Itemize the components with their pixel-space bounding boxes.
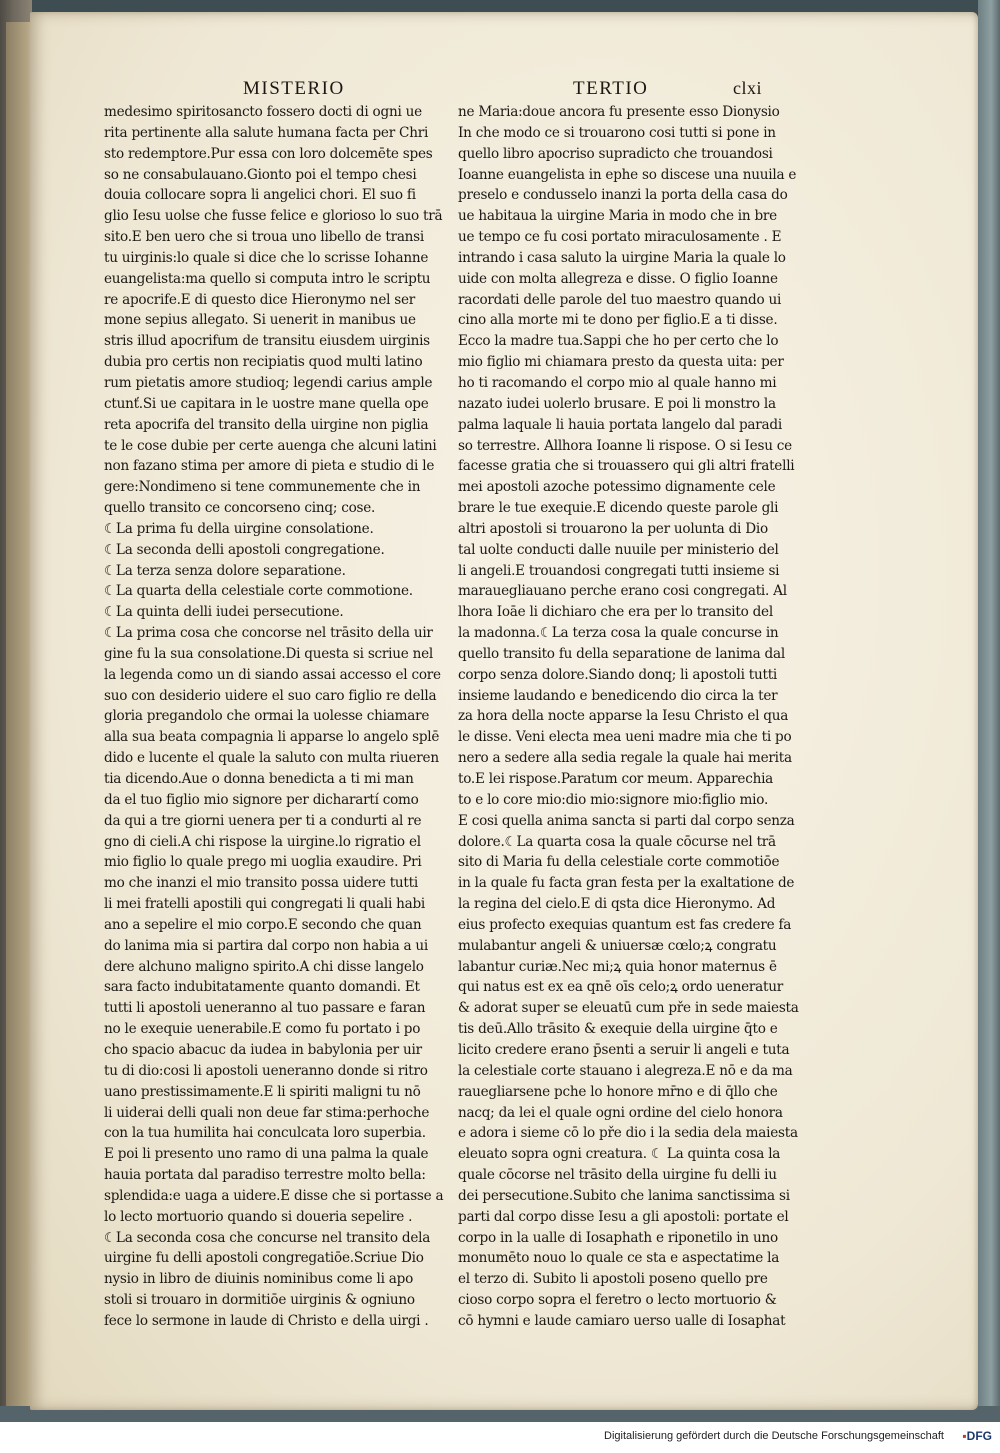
text-line: nazato iudei uolerlo brusare. E poi li monstro la (458, 395, 776, 412)
text-line: gloria pregandolo che ormai la uolesse chiamare (104, 708, 430, 725)
text-line: e adora i sieme cō lo pře dio i la sedia dela maiesta (458, 1125, 798, 1142)
text-line: racordati delle parole del tuo maestro quando ui (458, 291, 782, 308)
digitization-footer (0, 1422, 1000, 1453)
text-line: uano prestissimamente.E li spiriti maligni tu nō (104, 1083, 421, 1100)
text-line: preselo e condusselo inanzi la porta della casa do (458, 187, 788, 204)
text-line: rita pertinente alla salute humana facta per Chri (104, 124, 429, 141)
text-line: cioso corpo sopra el feretro o lecto mortuorio & (458, 1292, 777, 1309)
text-line: le disse. Veni electa mea ueni madre mia che ti po (458, 729, 792, 746)
text-line: dolore.☾La quarta cosa la quale cōcurse nel trā (458, 833, 776, 850)
text-line: ☾La seconda delli apostoli congregatione. (104, 541, 385, 558)
text-line: reta apocrifa del transito della uirgine non piglia (104, 416, 429, 433)
text-line: tutti li apostoli ueneranno al tuo passare e faran (104, 1000, 426, 1017)
text-line: marauegliauano perche erano cosi congregati. Al (458, 583, 787, 600)
text-line: li uiderai delli quali non deue far stima:perhoche (104, 1104, 430, 1121)
text-line: do lanima mia si partira dal corpo non habia a ui (104, 937, 429, 954)
text-line: to e lo core mio:dio mio:signore mio:figlio mio. (458, 791, 769, 808)
text-line: li angeli.E trouandosi congregati tutti insieme si (458, 562, 780, 579)
text-line: ☾La seconda cosa che concurse nel transito dela (104, 1229, 431, 1246)
text-line: ☾La quinta delli iudei persecutione. (104, 604, 344, 621)
text-line: quale cōcorse nel trāsito della uirgine fu delli iu (458, 1167, 777, 1184)
text-line: euangelista:ma quello si computa intro le scriptu (104, 270, 431, 287)
text-line: splendida:e uaga a uidere.E disse che si portasse a (104, 1187, 444, 1204)
text-line: & adorat super se eleuatū cum pře in sede maiesta (458, 1000, 799, 1017)
text-line: con la tua humilita hai conculcata loro superbia. (104, 1125, 426, 1142)
text-line: ☾La quarta della celestiale corte commotione. (104, 583, 413, 600)
text-line: mulabantur angeli & uniuersæ cœlo;ꝝ congratu (458, 937, 777, 954)
text-line: la legenda como un di siando assai accesso el core (104, 666, 441, 683)
text-line: brare le tue exequie.E dicendo queste parole gli (458, 500, 779, 517)
folio-number: clxi (733, 78, 762, 98)
text-column-right (458, 102, 798, 1332)
text-line: parti dal corpo disse Iesu a gli apostoli: portate el (458, 1208, 789, 1225)
text-line: ho ti racomando el corpo mio al quale hanno mi (458, 374, 777, 391)
text-line: glio Iesu uolse che fusse felice e glorioso lo suo trā (104, 208, 443, 225)
text-line: ☾La prima fu della uirgine consolatione. (104, 520, 374, 537)
text-line: dubia pro certis non recipiatis quod multi latino (104, 354, 423, 371)
text-line: gere:Nondimeno si tene communemente che in (104, 479, 421, 496)
text-line: ☾La terza senza dolore separatione. (104, 562, 346, 579)
text-line: mio figlio mi chiamara presto da questa uita: per (458, 354, 784, 371)
text-line: tal uolte conducti dalle nuuile per ministerio del (458, 541, 779, 558)
text-line: quello libro apocriso supradicto che trouandosi (458, 145, 773, 162)
text-line: Ioanne euangelista in ephe so discese una nuuila e (458, 166, 797, 183)
dfg-logo-text: DFG (966, 1429, 992, 1443)
text-line: rum pietatis amore studioq; legendi carius ample (104, 374, 433, 391)
text-line: cino alla morte mi te dono per figlio.E a ti disse. (458, 312, 778, 329)
text-line: cho spacio abacuc da iudea in babylonia per uir (104, 1041, 422, 1058)
text-line: nacq; da lei el quale ogni ordine del cielo honora (458, 1104, 783, 1121)
text-line: nero a sedere alla sedia regale la quale hai merita (458, 750, 792, 767)
text-line: eleuato sopra ogni creatura. ☾ La quinta cosa la (458, 1146, 781, 1163)
text-line: gine fu la sua consolatione.Di questa si scriue nel (104, 645, 434, 662)
text-line: lo lecto mortuorio quando si doueria sepelire . (104, 1208, 413, 1225)
book-cover-right-edge (978, 0, 1000, 1422)
text-line: sito di Maria fu della celestiale corte commotiōe (458, 854, 780, 871)
text-line: mei apostoli azoche potessimo dignamente cele (458, 479, 776, 496)
text-line: E cosi quella anima sancta si parti dal corpo senza (458, 812, 795, 829)
text-line: E poi li presento uno ramo di una palma la quale (104, 1146, 429, 1163)
text-line: corpo in la ualle di Iosaphath e riponetilo in uno (458, 1229, 778, 1246)
text-line: ne Maria:doue ancora fu presente esso Dionysio (458, 104, 780, 120)
text-line: alla sua beata compagnia li apparse lo angelo splē (104, 729, 440, 746)
text-line: tu di dio:cosi li apostoli ueneranno donde si ritro (104, 1062, 428, 1079)
text-line: ue tempo ce fu cosi portato miraculosamente . E (458, 229, 782, 246)
text-line: in la quale fu facta gran festa per la exaltatione de (458, 875, 795, 892)
text-line: douia collocare sopra li angelici chori. El suo fi (104, 187, 416, 204)
text-line: sara facto indubitatamente quanto domandi. Et (104, 979, 420, 996)
text-line: intrando i casa saluto la uirgine Maria la quale lo (458, 249, 786, 266)
text-line: ue habitaua la uirgine Maria in modo che in bre (458, 208, 777, 225)
text-line: tis deū.Allo trāsito & exequie della uirgine q̄to e (458, 1021, 778, 1038)
text-line: sito.E ben uero che si troua uno libello de transi (104, 229, 424, 246)
text-line: quello transito ce concorseno cinq; cose. (104, 500, 376, 517)
text-line: qui natus est ex ea qnē oīs celo;ꝝ ordo ueneratur (458, 979, 783, 996)
dfg-logo: ▪DFG (962, 1429, 992, 1443)
text-line: da el tuo figlio mio signore per dicharartí como (104, 791, 419, 808)
text-line: altri apostoli si trouarono la per uolunta di Dio (458, 520, 768, 537)
running-header-left: MISTERIO (243, 78, 345, 99)
text-line: da qui a tre giorni uenera per ti a condurti al re (104, 812, 422, 829)
text-line: quello transito fu della separatione de lanima dal (458, 645, 785, 662)
text-line: non fazano stima per amore di pieta e studio di le (104, 458, 435, 475)
text-line: uirgine fu delli apostoli congregatiōe.Scriue Dio (104, 1250, 424, 1267)
text-line: so ne consabulauano.Gionto poi el tempo chesi (104, 166, 417, 183)
text-line: za hora della nocte apparse la Iesu Christo el qua (458, 708, 789, 725)
text-line: facesse gratia che si trouassero qui gli altri fratelli (458, 458, 795, 475)
text-line: In che modo ce si trouarono cosi tutti si pone in (458, 124, 776, 141)
text-line: so terrestre. Allhora Ioanne li rispose. O si Iesu ce (458, 437, 792, 454)
text-line: te le cose dubie per certe auenga che alcuni latini (104, 437, 437, 454)
text-line: dei persecutione.Subito che lanima sanctissima si (458, 1187, 790, 1204)
text-line: sto redemptore.Pur essa con loro dolcemēte spes (104, 145, 433, 162)
text-line: mone sepius allegato. Si uenerit in manibus ue (104, 312, 416, 329)
text-line: Ecco la madre tua.Sappi che ho per certo che lo (458, 333, 779, 350)
text-line: palma laquale li hauia portata langelo dal paradi (458, 416, 782, 433)
text-line: el terzo di. Subito li apostoli poseno quello pre (458, 1271, 768, 1288)
text-line: lhora Ioāe li dichiaro che era per lo transito del (458, 604, 773, 621)
text-line: ☾La prima cosa che concorse nel trāsito della uir (104, 625, 433, 642)
text-line: to.E lei rispose.Paratum cor meum. Apparechia (458, 771, 774, 787)
text-line: li mei fratelli apostili qui congregati li quali habi (104, 896, 426, 913)
text-line: rauegliarsene pche lo honore mr̄no e di q̄llo che (458, 1083, 778, 1100)
text-line: dido e lucente el quale la saluto con multa riueren (104, 750, 439, 767)
text-line: ano a sepelire el mio corpo.E secondo che quan (104, 916, 422, 933)
text-line: tu uirginis:lo quale si dice che lo scrisse Iohanne (104, 249, 429, 266)
text-line: la celestiale corte stauano i alegreza.E nō e da ma (458, 1062, 793, 1079)
text-line: corpo senza dolore.Siando donq; li apostoli tutti (458, 666, 778, 683)
text-line: fece lo sermone in laude di Christo e della uirgi . (104, 1312, 429, 1329)
text-line: monumēto nouo lo quale ce sta e aspectatime la (458, 1250, 780, 1267)
running-header-center: TERTIO (573, 78, 649, 99)
text-line: mio figlio lo quale prego mi uoglia exaudire. Pri (104, 854, 422, 871)
text-line: mo che inanzi el mio transito possa uidere tutti (104, 875, 418, 892)
text-line: la madonna.☾La terza cosa la quale concurse in (458, 625, 779, 642)
text-line: licito credere erano p̄senti a seruir li angeli e tuta (458, 1041, 790, 1058)
text-line: no le exequie uenerabile.E como fu portato i po (104, 1021, 421, 1038)
text-line: dere alchuno maligno spirito.A chi disse langelo (104, 958, 424, 975)
text-line: gno di cieli.A chi rispose la uirgine.lo rigratio el (104, 833, 421, 850)
text-line: stris illud apocrifum de transitu eiusdem uirginis (104, 333, 430, 350)
text-column-left (104, 102, 444, 1332)
text-line: hauia portata dal paradiso terrestre molto bella: (104, 1167, 426, 1184)
text-line: tia dicendo.Aue o donna benedicta a ti mi man (104, 771, 414, 787)
text-line: nysio in libro de diuinis nominibus come li apo (104, 1271, 414, 1288)
text-line: labantur curiæ.Nec mi;ꝝ quia honor maternus ē (458, 958, 777, 975)
text-line: cō hymni e laude camiaro uerso ualle di Iosaphat (458, 1312, 786, 1329)
text-line: suo con desiderio uidere el suo caro figlio re della (104, 687, 437, 704)
text-line: re apocrife.E di questo dice Hieronymo nel ser (104, 291, 416, 308)
text-line: stoli si trouaro in dormitiōe uirginis & ogniuno (104, 1292, 415, 1309)
text-line: ctunť.Si ue capitara in le uostre mane quella ope (104, 395, 429, 412)
text-line: uide con molta allegreza e disse. O figlio Ioanne (458, 270, 778, 287)
text-line: la regina del cielo.E di qsta dice Hieronymo. Ad (458, 896, 776, 913)
text-line: eius profecto exequias quantum est fas credere fa (458, 916, 792, 933)
text-line: medesimo spiritosancto fossero docti di ogni ue (104, 104, 422, 120)
text-line: insieme laudando e benedicendo dio circa la ter (458, 687, 778, 704)
funding-credit: Digitalisierung gefördert durch die Deutsche Forschungsgemeinschaft (604, 1430, 944, 1442)
